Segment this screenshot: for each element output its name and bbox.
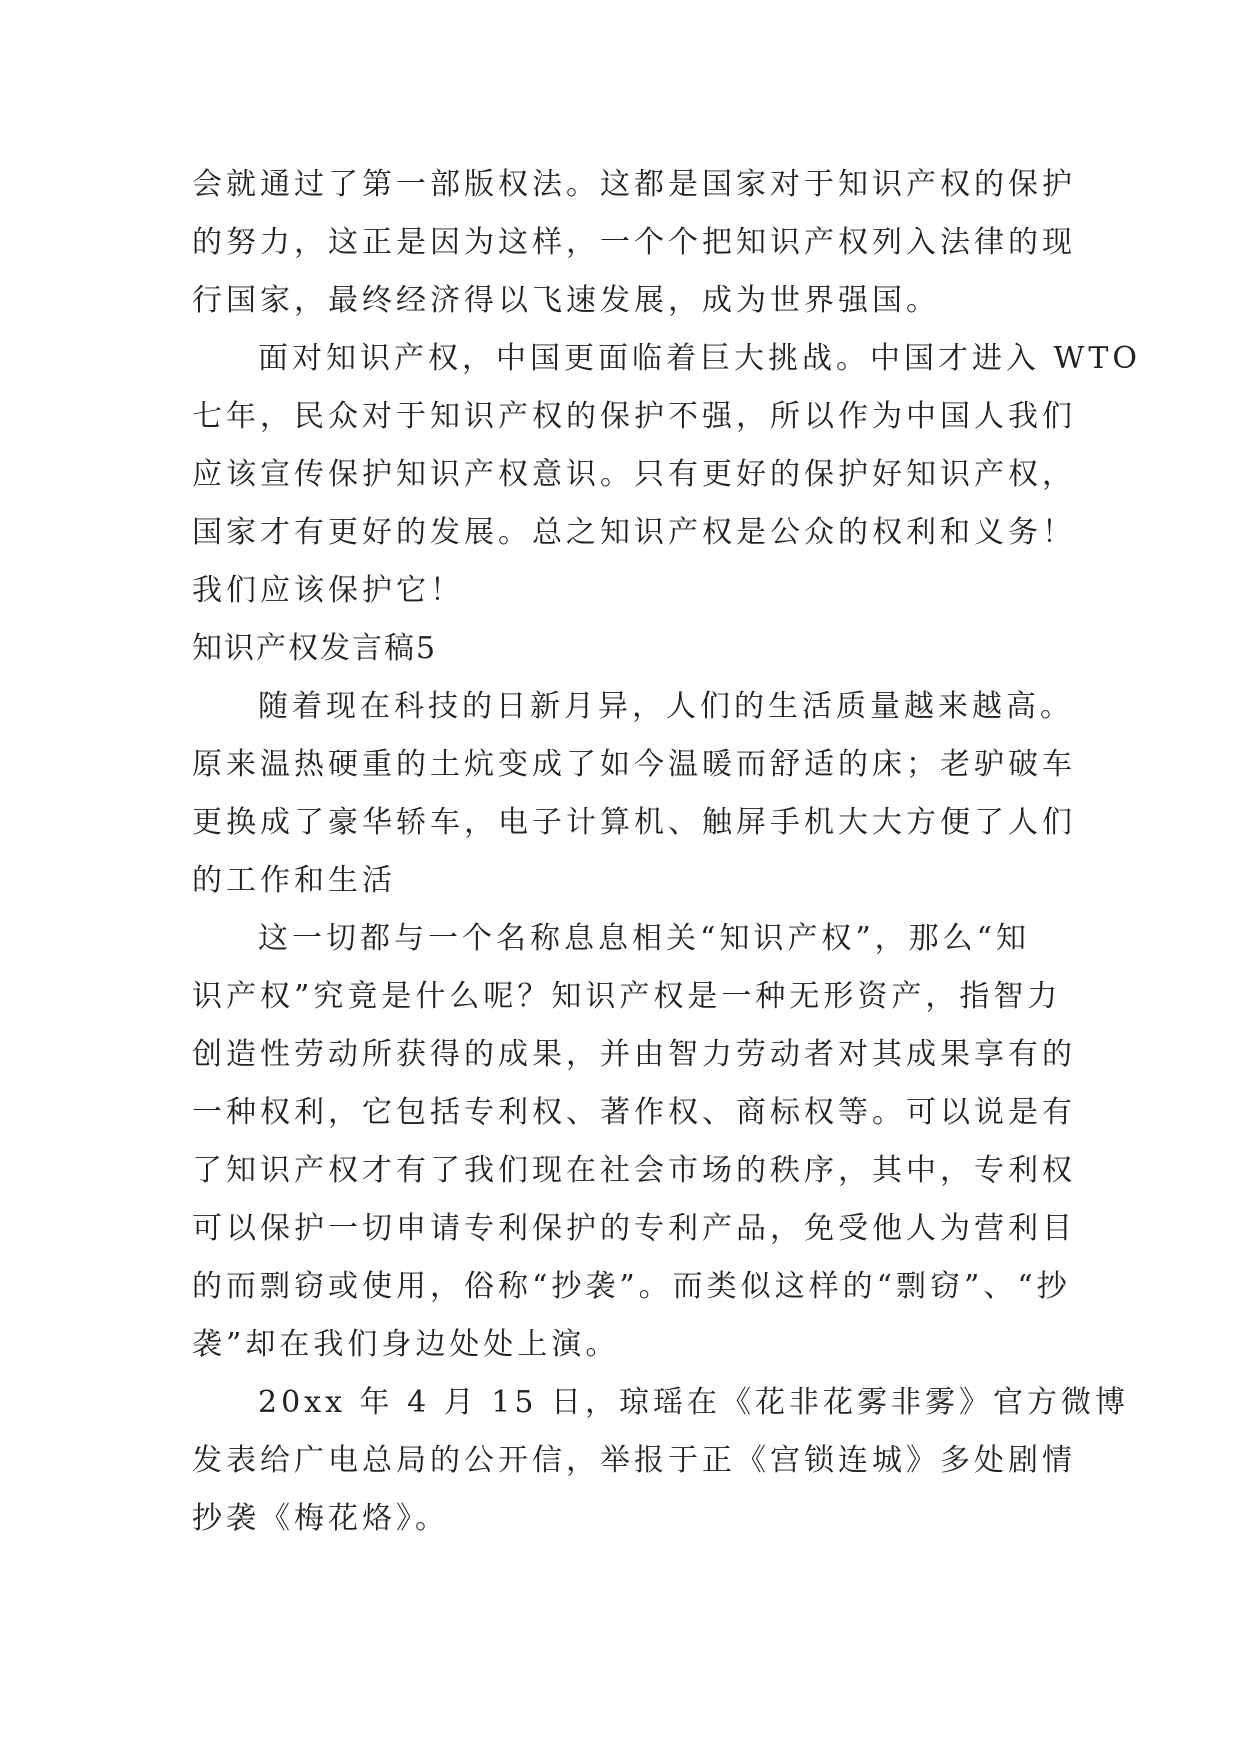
text-line: 袭”却在我们身边处处上演。: [192, 1327, 620, 1362]
document-body: [192, 156, 1141, 1548]
text-line: 一种权利，它包括专利权、著作权、商标权等。可以说是有: [192, 1095, 1076, 1130]
text-line: 抄袭《梅花烙》。: [192, 1501, 449, 1536]
text-line: 面对知识产权，中国更面临着巨大挑战。中国才进入 WTO: [258, 341, 1141, 376]
paragraph: [192, 910, 1076, 1374]
paragraph: [192, 678, 1076, 910]
text-line: 会就通过了第一部版权法。这都是国家对于知识产权的保护: [192, 167, 1076, 202]
paragraph: [192, 156, 1076, 330]
text-line: 识产权”究竟是什么呢？知识产权是一种无形资产，指智力: [192, 979, 1062, 1014]
text-line: 发表给广电总局的公开信，举报于正《宫锁连城》多处剧情: [192, 1443, 1076, 1478]
text-line: 这一切都与一个名称息息相关“知识产权”，那么“知: [258, 921, 1031, 956]
text-line: 行国家，最终经济得以飞速发展，成为世界强国。: [192, 283, 940, 318]
paragraph: [192, 330, 1141, 620]
text-line: 20xx 年 4 月 15 日，琼瑶在《花非花雾非雾》官方微博: [258, 1385, 1129, 1420]
text-line: 创造性劳动所获得的成果，并由智力劳动者对其成果享有的: [192, 1037, 1076, 1072]
text-line: 更换成了豪华轿车，电子计算机、触屏手机大大方便了人们: [192, 805, 1076, 840]
section-title-text: 知识产权发言稿5: [192, 631, 438, 666]
text-line: 应该宣传保护知识产权意识。只有更好的保护好知识产权，: [192, 457, 1076, 492]
text-line: 了知识产权才有了我们现在社会市场的秩序，其中，专利权: [192, 1153, 1076, 1188]
text-line: 国家才有更好的发展。总之知识产权是公众的权利和义务！: [192, 515, 1076, 550]
text-line: 的努力，这正是因为这样，一个个把知识产权列入法律的现: [192, 225, 1076, 260]
text-line: 原来温热硬重的土炕变成了如今温暖而舒适的床；老驴破车: [192, 747, 1076, 782]
text-line: 的而剽窃或使用，俗称“抄袭”。而类似这样的“剽窃”、“抄: [192, 1269, 1071, 1304]
text-line: 的工作和生活: [192, 863, 396, 898]
text-line: 我们应该保护它！: [192, 573, 464, 608]
text-line: 七年，民众对于知识产权的保护不强，所以作为中国人我们: [192, 399, 1076, 434]
paragraph: [192, 1374, 1129, 1548]
text-line: 随着现在科技的日新月异，人们的生活质量越来越高。: [258, 689, 1074, 724]
section-title: [192, 620, 1072, 678]
text-line: 可以保护一切申请专利保护的专利产品，免受他人为营利目: [192, 1211, 1076, 1246]
